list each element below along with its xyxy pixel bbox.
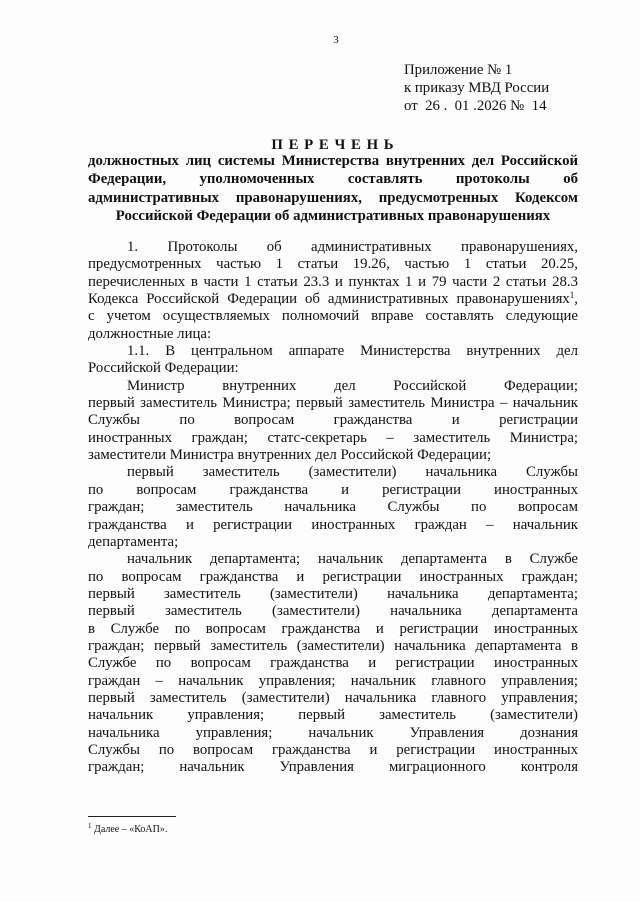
body-line-tail: ,	[574, 291, 578, 308]
body-line: начальника управления; начальник Управления дознания	[88, 724, 578, 741]
body-line: первый заместитель (заместители) начальника Службы	[127, 464, 578, 481]
body-line: Российской Федерации:	[88, 360, 239, 377]
body-line: в Службе по вопросам гражданства и регистрации иностранных	[88, 620, 578, 637]
body-line: граждан; начальник Управления миграционного контроля	[88, 759, 578, 776]
footnote-divider	[88, 816, 176, 817]
body-line: граждан – начальник управления; начальник главного управления;	[88, 672, 578, 689]
page-number: 3	[333, 34, 339, 46]
body-line: заместители Министра внутренних дел Российской Федерации;	[88, 447, 492, 464]
document-body	[88, 239, 578, 777]
body-line: первый заместитель (заместители) начальника главного управления;	[88, 689, 578, 706]
body-line: предусмотренных частью 1 статьи 19.26, частью 1 статьи 20.25,	[88, 256, 578, 273]
body-line: 1.1. В центральном аппарате Министерства внутренних дел	[127, 343, 578, 360]
body-line: Службы по вопросам гражданства и регистрации	[88, 412, 578, 429]
body-line: департамента;	[88, 533, 179, 550]
footnote-number: 1	[88, 822, 92, 830]
approval-block	[404, 61, 604, 115]
body-line: первый заместитель (заместители) начальника департамента;	[88, 585, 578, 602]
body-line	[88, 291, 578, 308]
order-date-number: от 26 . 01 .2026 № 14	[404, 98, 547, 114]
footnote	[88, 824, 578, 836]
document-heading	[88, 152, 578, 225]
body-line: по вопросам гражданства и регистрации иностранных граждан;	[88, 568, 578, 585]
body-line: гражданства и регистрации иностранных граждан – начальник	[88, 516, 578, 533]
body-line: первый заместитель (заместители) начальника департамента	[88, 603, 578, 620]
document-title: П Е Р Е Ч Е Н Ь	[271, 137, 395, 153]
body-line: граждан; заместитель начальника Службы по вопросам	[88, 499, 578, 516]
footnote-text: Далее – «КоАП».	[91, 824, 168, 835]
body-line: Министр внутренних дел Российской Федерации;	[127, 377, 578, 394]
body-line: Службы по вопросам гражданства и регистрации иностранных	[88, 741, 578, 758]
body-line: Службе по вопросам гражданства и регистрации иностранных	[88, 655, 578, 672]
body-line-text: Кодекса Российской Федерации об административных правонарушениях	[88, 291, 570, 308]
heading-line: должностных лиц системы Министерства внутренних дел Российской	[88, 153, 578, 169]
body-line: должностные лица:	[88, 325, 212, 342]
body-line: иностранных граждан; статс-секретарь – заместитель Министра;	[88, 429, 578, 446]
body-line: начальник управления; первый заместитель (заместители)	[88, 707, 578, 724]
body-line: первый заместитель Министра; первый заместитель Министра – начальник	[88, 395, 578, 412]
body-line: по вопросам гражданства и регистрации иностранных	[88, 481, 578, 498]
appendix-label: Приложение № 1	[404, 62, 513, 78]
body-line: 1. Протоколы об административных правонарушениях,	[127, 239, 578, 255]
order-reference: к приказу МВД России	[404, 80, 550, 96]
footnote-reference: 1	[569, 290, 575, 301]
body-line: граждан; первый заместитель (заместители) начальника департамента в	[88, 637, 578, 654]
body-line: начальник департамента; начальник департамента в Службе	[127, 551, 578, 568]
heading-line: Федерации, уполномоченных составлять протоколы об	[88, 171, 578, 188]
body-line: с учетом осуществляемых полномочий вправе составлять следующие	[88, 308, 578, 325]
body-line: перечисленных в части 1 статьи 23.3 и пунктах 1 и 79 части 2 статьи 28.3	[88, 273, 578, 290]
heading-line: Российской Федерации об административных правонарушениях	[115, 207, 551, 224]
heading-line: административных правонарушениях, предусмотренных Кодексом	[88, 189, 578, 206]
